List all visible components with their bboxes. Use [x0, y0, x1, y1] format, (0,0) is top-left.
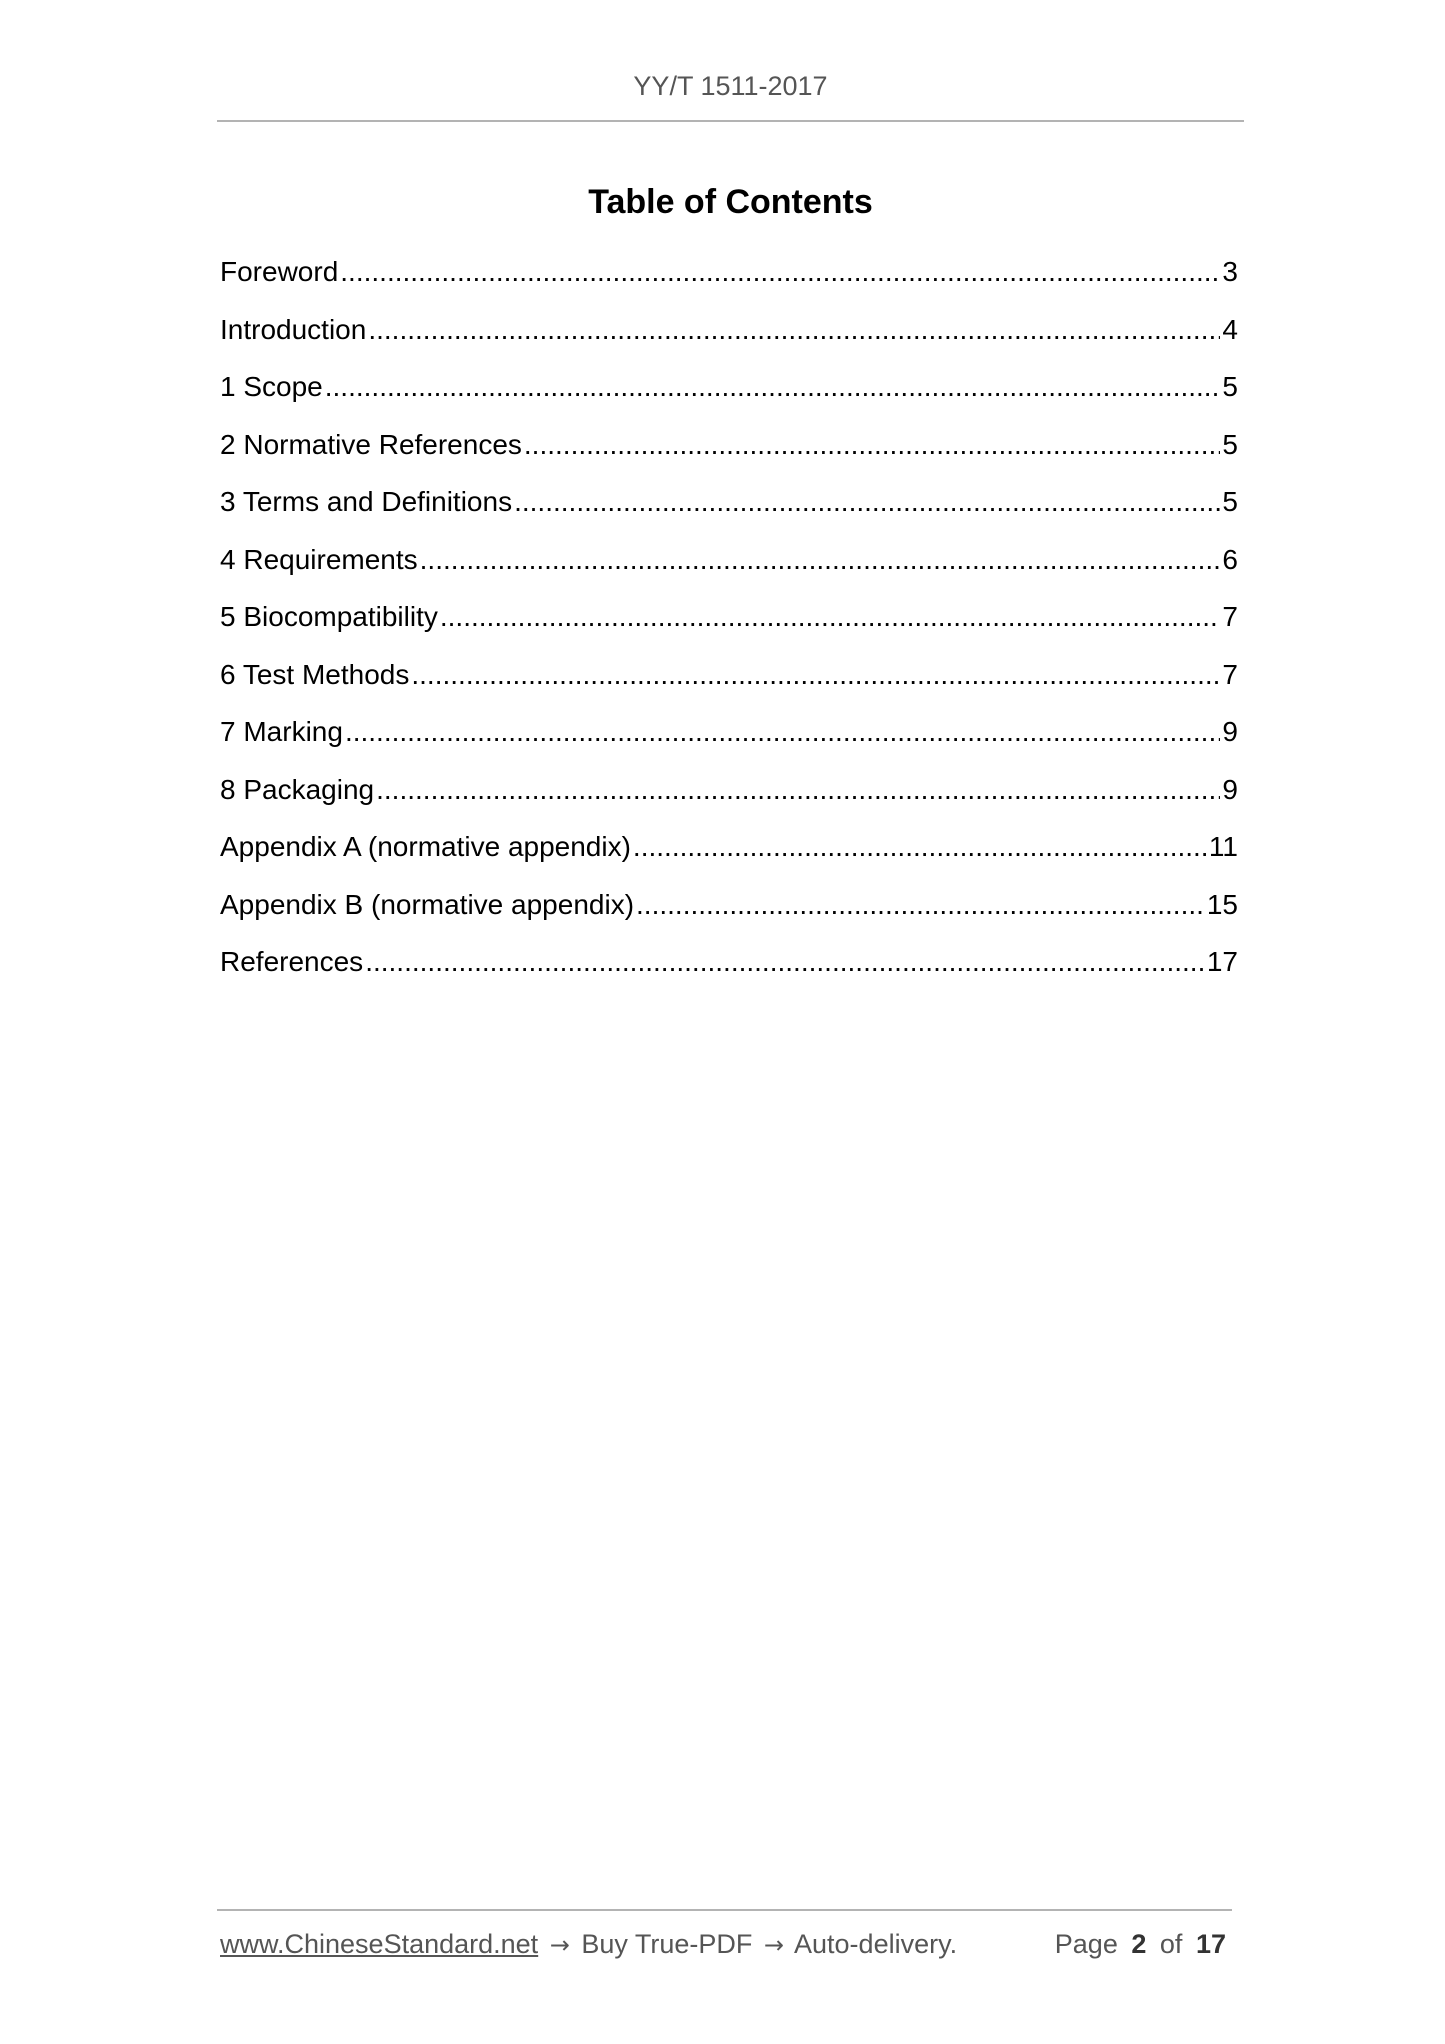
page-label: Page [1054, 1929, 1118, 1959]
toc-dot-leader [368, 308, 1220, 352]
page-of-label: of [1159, 1929, 1183, 1959]
toc-entry-page: 5 [1222, 486, 1238, 517]
toc-dot-leader [411, 653, 1220, 697]
toc-entry-page: 6 [1222, 543, 1238, 575]
toc-entry-label: 2 Normative References [220, 428, 522, 460]
toc-dot-leader [524, 423, 1221, 467]
toc-entry-label: 3 Terms and Definitions [220, 486, 513, 517]
toc-dot-leader [340, 250, 1220, 294]
toc-entry-page: 3 [1222, 256, 1238, 287]
toc-entry-page: 4 [1222, 313, 1238, 345]
toc-entry[interactable] [220, 365, 1238, 423]
toc-entry-label: References [220, 946, 364, 977]
toc-entry-page: 5 [1222, 371, 1238, 402]
toc-dot-leader [365, 940, 1205, 984]
total-pages-number: 17 [1195, 1929, 1226, 1959]
toc-entry-page: 15 [1206, 888, 1238, 920]
toc-entry-label: Appendix B (normative appendix) [220, 888, 635, 920]
header-divider [217, 120, 1244, 122]
toc-dot-leader [325, 365, 1221, 409]
toc-entry-label: Foreword [220, 256, 339, 287]
toc-entry[interactable] [220, 940, 1238, 998]
toc-entry-page: 9 [1222, 716, 1238, 747]
toc-entry[interactable] [220, 825, 1238, 883]
document-footer [220, 1924, 1232, 1965]
current-page-number: 2 [1131, 1929, 1147, 1959]
toc-title: Table of Contents [588, 183, 873, 221]
toc-dot-leader [633, 825, 1207, 869]
toc-entry[interactable] [220, 595, 1238, 653]
toc-entry[interactable] [220, 308, 1238, 366]
toc-entry-label: 8 Packaging [220, 773, 375, 805]
toc-dot-leader [440, 595, 1221, 639]
toc-entry[interactable] [220, 710, 1238, 768]
footer-promo [220, 1924, 957, 1965]
footer-divider [217, 1909, 1232, 1911]
toc-entry-label: 4 Requirements [220, 543, 418, 575]
toc-dot-leader [376, 768, 1220, 812]
website-link[interactable]: www.ChineseStandard.net [220, 1929, 539, 1959]
toc-entry-label: 7 Marking [220, 716, 343, 747]
toc-dot-leader [636, 883, 1205, 927]
toc-entry-label: Appendix A (normative appendix) [220, 831, 631, 862]
toc-dot-leader [345, 710, 1220, 754]
toc-entry-page: 7 [1222, 658, 1238, 690]
toc-entry-label: 5 Biocompatibility [220, 601, 438, 632]
toc-entry[interactable] [220, 250, 1238, 308]
toc-entry[interactable] [220, 883, 1238, 941]
toc-dot-leader [514, 480, 1220, 524]
toc-entry-page: 7 [1222, 601, 1238, 632]
toc-entry[interactable] [220, 538, 1238, 596]
toc-entry-page: 9 [1222, 773, 1238, 805]
toc-dot-leader [420, 538, 1221, 582]
right-arrow-icon: → [549, 1931, 570, 1959]
toc-entry[interactable] [220, 480, 1238, 538]
toc-entry-page: 5 [1222, 428, 1238, 460]
toc-entry-label: 1 Scope [220, 371, 323, 402]
toc-entry[interactable] [220, 653, 1238, 711]
toc-list [220, 250, 1238, 998]
toc-entry-page: 11 [1208, 831, 1238, 862]
toc-entry-page: 17 [1206, 946, 1238, 977]
toc-entry-label: Introduction [220, 313, 367, 345]
toc-entry-label: 6 Test Methods [220, 658, 410, 690]
auto-delivery-text: Auto-delivery. [794, 1929, 958, 1959]
buy-true-pdf-text: Buy True-PDF [581, 1929, 753, 1959]
toc-entry[interactable] [220, 768, 1238, 826]
document-header: YY/T 1511-2017 [633, 71, 828, 101]
toc-entry[interactable] [220, 423, 1238, 481]
page-indicator [1055, 1924, 1232, 1965]
right-arrow-icon: → [763, 1931, 784, 1959]
